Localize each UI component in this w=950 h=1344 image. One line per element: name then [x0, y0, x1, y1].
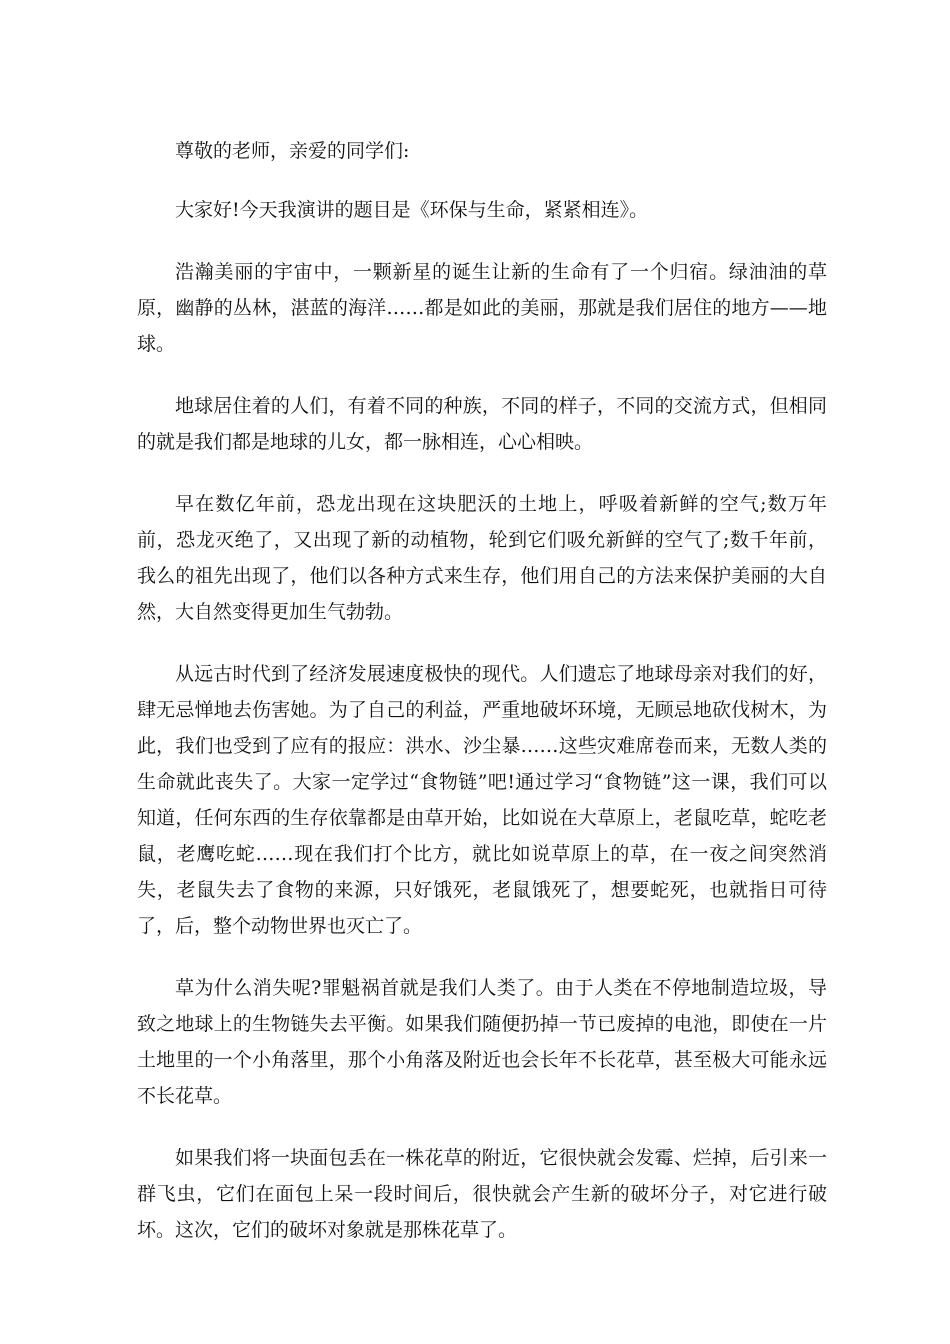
- paragraph-universe: 浩瀚美丽的宇宙中，一颗新星的诞生让新的生命有了一个归宿。绿油油的草原，幽静的丛林，湛蓝的海洋……都是如此的美丽，那就是我们居住的地方——地球。: [137, 261, 827, 355]
- paragraph-people: 地球居住着的人们，有着不同的种族，不同的样子，不同的交流方式，但相同的就是我们都是地球的儿女，都一脉相连，心心相映。: [137, 395, 827, 453]
- salutation: 尊敬的老师，亲爱的同学们:: [175, 140, 410, 162]
- document-page: [137, 133, 827, 1274]
- greeting-paragraph: 大家好!今天我演讲的题目是《环保与生命，紧紧相连》。: [175, 199, 649, 221]
- paragraph-bread: 如果我们将一块面包丢在一株花草的附近，它很快就会发霉、烂掉，后引来一群飞虫，它们在面包上呆一段时间后，很快就会产生新的破坏分子，对它进行破坏。这次，它们的破坏对象就是那株花草了。: [137, 1147, 827, 1241]
- paragraph-history: 早在数亿年前，恐龙出现在这块肥沃的土地上，呼吸着新鲜的空气;数万年前，恐龙灭绝了，又出现了新的动植物，轮到它们吸允新鲜的空气了;数千年前，我么的祖先出现了，他们以各种方式来生存，他们用自己的方法来保护美丽的大自然，大自然变得更加生气勃勃。: [137, 493, 827, 623]
- paragraph-modern: 从远古时代到了经济发展速度极快的现代。人们遗忘了地球母亲对我们的好，肆无忌惮地去伤害她。为了自己的利益，严重地破坏环境，无顾忌地砍伐树木，为此，我们也受到了应有的报应：洪水、沙尘暴……这些灾难席卷而来，无数人类的生命就此丧失了。大家一定学过“食物链”吧!通过学习“食物链”这一课，我们可以知道，任何东西的生存依靠都是由草开始，比如说在大草原上，老鼠吃草，蛇吃老鼠，老鹰吃蛇……现在我们打个比方，就比如说草原上的草，在一夜之间突然消失，老鼠失去了食物的来源，只好饿死，老鼠饿死了，想要蛇死，也就指日可待了，后，整个动物世界也灭亡了。: [137, 663, 827, 937]
- paragraph-grass: 草为什么消失呢?罪魁祸首就是我们人类了。由于人类在不停地制造垃圾，导致之地球上的生物链失去平衡。如果我们随便扔掉一节已废掉的电池，即使在一片土地里的一个小角落里，那个小角落及附近也会长年不长花草，甚至极大可能永远不长花草。: [137, 977, 827, 1107]
